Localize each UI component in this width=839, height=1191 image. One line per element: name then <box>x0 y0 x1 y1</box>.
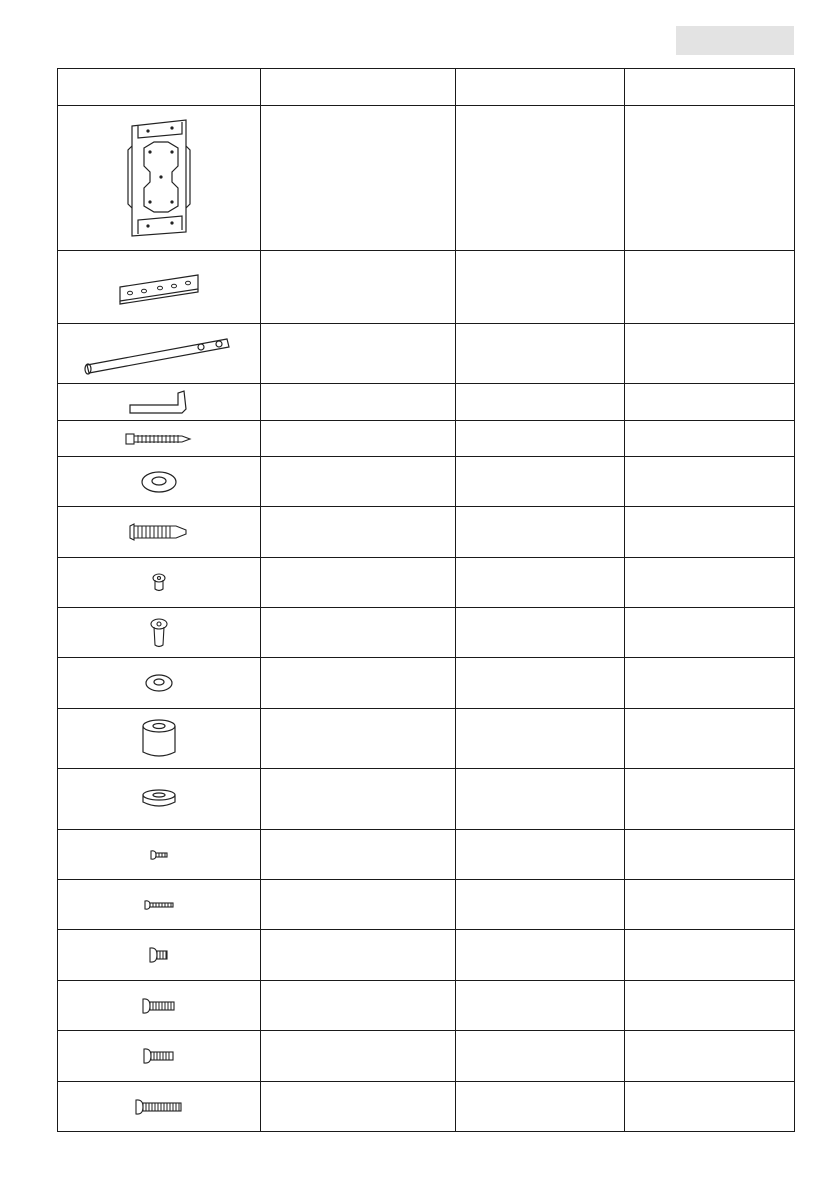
wall-anchor-icon <box>128 522 190 542</box>
table-row <box>58 324 795 384</box>
row-cell <box>456 658 625 709</box>
wall-plate-icon <box>124 116 194 240</box>
row-cell <box>625 981 795 1031</box>
column-header <box>625 69 795 106</box>
small-cap-screw-icon <box>148 572 170 594</box>
table-row <box>58 421 795 457</box>
row-cell <box>456 830 625 880</box>
row-cell <box>456 1082 625 1132</box>
row-cell <box>261 769 456 830</box>
screw-m6-long-icon <box>141 997 177 1015</box>
table-row <box>58 1082 795 1132</box>
table-header-row <box>58 69 795 106</box>
table-row <box>58 830 795 880</box>
row-cell <box>261 1031 456 1082</box>
row-cell <box>261 106 456 251</box>
tube-arm-icon <box>79 329 239 379</box>
row-cell <box>261 421 456 457</box>
row-cell <box>625 658 795 709</box>
table-row <box>58 709 795 769</box>
row-cell <box>625 251 795 324</box>
row-cell <box>261 457 456 507</box>
table-row <box>58 769 795 830</box>
table-row <box>58 981 795 1031</box>
row-cell <box>456 930 625 981</box>
table-row <box>58 608 795 658</box>
section-tab <box>676 26 794 55</box>
row-cell <box>456 558 625 608</box>
parts-table <box>57 68 795 1132</box>
row-cell <box>625 558 795 608</box>
row-cell <box>625 769 795 830</box>
table-row <box>58 106 795 251</box>
small-washer-icon <box>143 672 175 694</box>
row-cell <box>456 457 625 507</box>
row-cell <box>261 830 456 880</box>
row-cell <box>625 457 795 507</box>
row-cell <box>625 324 795 384</box>
row-cell <box>456 507 625 558</box>
row-cell <box>625 830 795 880</box>
row-cell <box>456 251 625 324</box>
row-cell <box>625 1082 795 1132</box>
row-cell <box>625 507 795 558</box>
table-row <box>58 558 795 608</box>
table-row <box>58 880 795 930</box>
row-cell <box>456 769 625 830</box>
tall-spacer-icon <box>139 718 179 760</box>
large-washer-icon <box>139 469 179 495</box>
row-cell <box>261 981 456 1031</box>
row-cell <box>261 324 456 384</box>
row-cell <box>625 880 795 930</box>
table-row <box>58 384 795 421</box>
row-cell <box>625 709 795 769</box>
row-cell <box>456 421 625 457</box>
screw-m4-long-icon <box>143 899 175 911</box>
medium-cap-screw-icon <box>147 617 171 649</box>
bracket-bar-icon <box>116 269 202 305</box>
screw-m6-short-icon <box>148 946 170 964</box>
row-cell <box>456 709 625 769</box>
screw-m8-short-icon <box>142 1047 176 1065</box>
row-cell <box>261 608 456 658</box>
row-cell <box>261 558 456 608</box>
table-row <box>58 1031 795 1082</box>
lag-bolt-icon <box>124 432 194 446</box>
row-cell <box>456 324 625 384</box>
row-cell <box>625 1031 795 1082</box>
row-cell <box>261 384 456 421</box>
table-row <box>58 457 795 507</box>
row-cell <box>625 421 795 457</box>
screw-m4-short-icon <box>149 849 169 861</box>
table-row <box>58 251 795 324</box>
table-row <box>58 658 795 709</box>
row-cell <box>261 709 456 769</box>
row-cell <box>261 930 456 981</box>
table-row <box>58 507 795 558</box>
row-cell <box>456 384 625 421</box>
row-cell <box>625 384 795 421</box>
row-cell <box>456 1031 625 1082</box>
short-spacer-icon <box>139 788 179 810</box>
row-cell <box>625 930 795 981</box>
row-cell <box>625 106 795 251</box>
allen-key-icon <box>128 389 190 415</box>
row-cell <box>261 251 456 324</box>
row-cell <box>261 507 456 558</box>
table-row <box>58 930 795 981</box>
row-cell <box>261 880 456 930</box>
row-cell <box>456 106 625 251</box>
screw-m8-long-icon <box>134 1098 184 1116</box>
row-cell <box>456 981 625 1031</box>
row-cell <box>625 608 795 658</box>
column-header <box>456 69 625 106</box>
row-cell <box>261 658 456 709</box>
row-cell <box>456 608 625 658</box>
column-header <box>58 69 261 106</box>
column-header <box>261 69 456 106</box>
row-cell <box>456 880 625 930</box>
row-cell <box>261 1082 456 1132</box>
